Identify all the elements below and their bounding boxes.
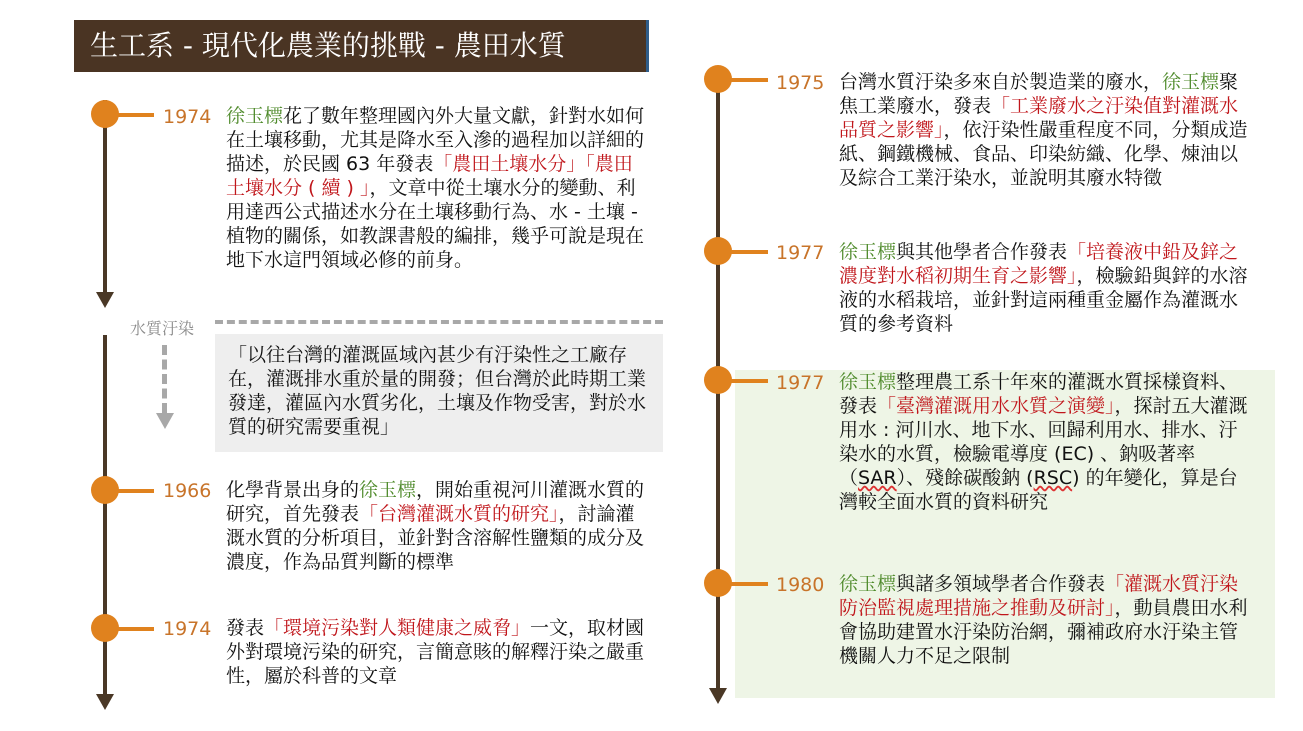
left-upper-arrow — [96, 292, 114, 308]
tick-right-3 — [724, 379, 768, 383]
entry-left-3: 發表「環境污染對人類健康之威脅」一文，取材國外對環境污染的研究，言簡意賅的解釋汙染之嚴重性，屬於科普的文章 — [226, 617, 645, 687]
tick-left-3 — [110, 627, 154, 631]
entry-right-1: 台灣水質汙染多來自於製造業的廢水，徐玉標聚焦工業廢水，發表「工業廢水之汙染值對灌溉水品質之影響」，依汙染性嚴重程度不同，分類成造紙、鋼鐵機械、食品、印染紡織、化學、煉油以及綜合工業汙染水，並說明其廢水特徵 — [839, 71, 1248, 189]
author-name: 徐玉標 — [226, 105, 284, 127]
page-title: 生工系 - 現代化農業的挑戰 - 農田水質 — [74, 20, 649, 72]
tick-left-2 — [110, 489, 154, 493]
year-right-2: 1977 — [776, 242, 825, 264]
paper-title: 「農田土壤水分」「農田土壤水分 ( 續 ) 」 — [226, 153, 633, 199]
entry-left-2: 化學背景出身的徐玉標，開始重視河川灌溉水質的研究，首先發表「台灣灌溉水質的研究」，討論灌溉水質的分析項目，並針對含溶解性鹽類的成分及濃度，作為品質判斷的標準 — [226, 479, 645, 573]
author-name: 徐玉標 — [359, 479, 417, 501]
year-right-4: 1980 — [776, 574, 825, 596]
quote-text: 「以往台灣的灌溉區域內甚少有汙染性之工廠存在，灌溉排水重於量的開發；但台灣於此時期工業發達，灌區內水質劣化，土壤及作物受害，對於水質的研究需要重視」 — [228, 344, 647, 438]
entry-left-1: 徐玉標花了數年整理國內外大量文獻，針對水如何在土壤移動，尤其是降水至入滲的過程加以詳細的描述，於民國 63 年發表「農田土壤水分」「農田土壤水分 ( 續 ) 」，文章中從土壤水分的變動、利用達西公式描述水分在土壤移動行為、水 - 土壤 - 植物的關係，如教課書般的編排，幾乎可說是現在地下水這門領域必修的前身。 — [226, 105, 645, 271]
entry-right-4: 徐玉標與諸多領域學者合作發表「灌溉水質汙染防治監視處理措施之推動及研討」，動員農田水利會協助建置水汙染防治網，彌補政府水汙染主管機關人力不足之限制 — [839, 573, 1248, 667]
divider-label: 水質汙染 — [130, 319, 195, 338]
entry-right-2: 徐玉標與其他學者合作發表「培養液中鉛及鋅之濃度對水稻初期生育之影響」，檢驗鉛與鋅的水溶液的水稻栽培，並針對這兩種重金屬作為灌溉水質的參考資料 — [839, 241, 1248, 335]
paper-title: 「工業廢水之汙染值對灌溉水品質之影響」 — [839, 95, 1239, 141]
year-left-1: 1974 — [163, 106, 212, 128]
divider-vdash — [162, 345, 167, 413]
entry-right-3: 徐玉標整理農工系十年來的灌溉水質採樣資料、發表「臺灣灌溉用水水質之演變」，探討五大灌溉用水 : 河川水、地下水、回歸利用水、排水、汙染水的水質，檢驗電導度 (EC) 、鈉吸著率（SAR）、殘餘碳酸鈉 (RSC) 的年變化，算是台灣較全面水質的資料研究 — [839, 371, 1248, 513]
left-lower-arrow — [96, 694, 114, 710]
right-arrow — [709, 688, 727, 704]
year-right-3: 1977 — [776, 372, 825, 394]
left-timeline-lower — [103, 335, 107, 697]
tick-right-1 — [724, 78, 768, 82]
year-left-2: 1966 — [163, 480, 212, 502]
author-name: 徐玉標 — [839, 371, 897, 393]
tick-right-4 — [724, 582, 768, 586]
tick-left-1 — [110, 113, 154, 117]
author-name: 徐玉標 — [839, 241, 897, 263]
year-left-3: 1974 — [163, 618, 212, 640]
divider-dash — [215, 320, 663, 324]
year-right-1: 1975 — [776, 72, 825, 94]
author-name: 徐玉標 — [839, 573, 897, 595]
paper-title: 「灌溉水質汙染防治監視處理措施之推動及研討」 — [839, 573, 1239, 619]
left-timeline-upper — [103, 100, 107, 294]
paper-title: 「環境污染對人類健康之威脅」 — [264, 617, 531, 639]
paper-title: 「培養液中鉛及鋅之濃度對水稻初期生育之影響」 — [839, 241, 1239, 287]
tick-right-2 — [724, 250, 768, 254]
author-name: 徐玉標 — [1162, 71, 1220, 93]
paper-title: 「臺灣灌溉用水水質之演變」 — [877, 395, 1115, 417]
paper-title: 「台灣灌溉水質的研究」 — [359, 503, 559, 525]
divider-arrow — [156, 413, 174, 429]
